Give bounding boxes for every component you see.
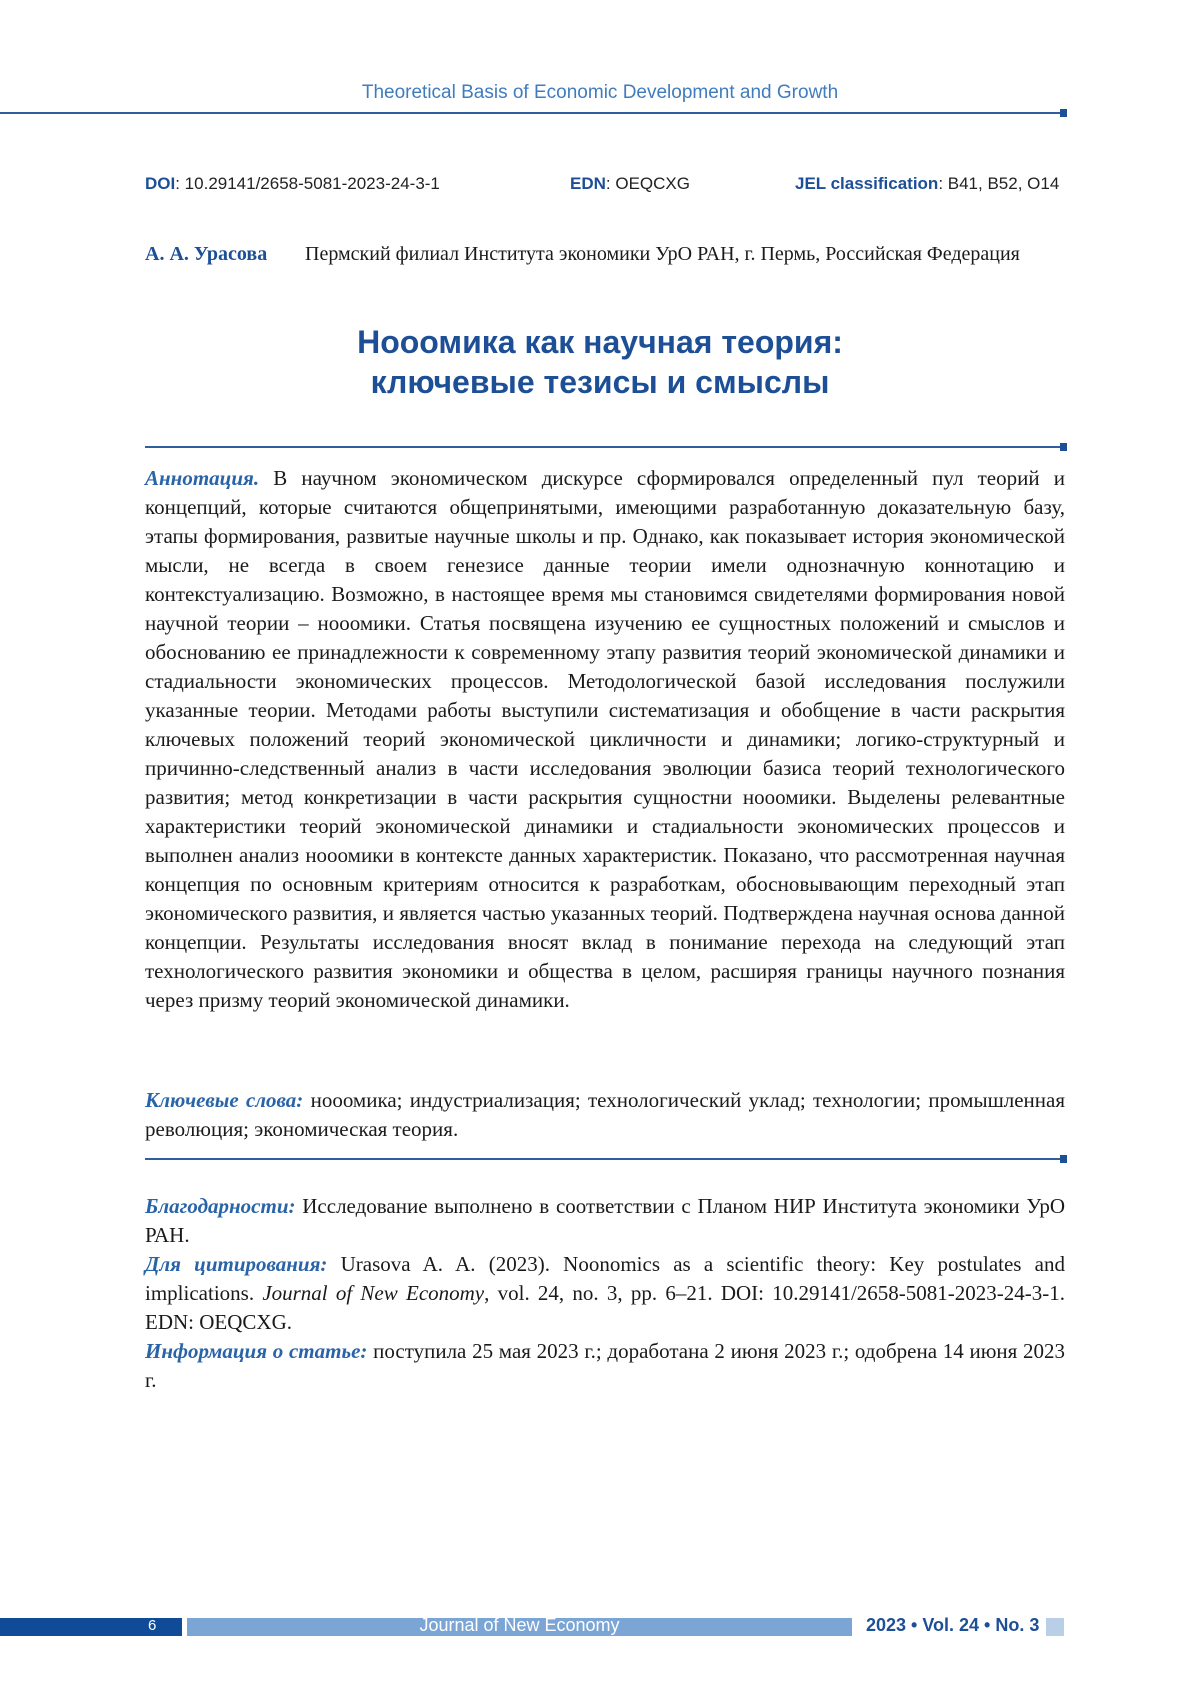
footer-right-block (1046, 1618, 1064, 1636)
article-title-line-1: Нооомика как научная теория: (0, 322, 1200, 362)
doi-label: DOI (145, 174, 175, 193)
page-footer (0, 1614, 1200, 1636)
keywords (145, 1086, 1065, 1144)
abstract (145, 464, 1065, 1015)
abstract-label: Аннотация. (145, 466, 259, 490)
acknowledgments-text: Исследование выполнено в соответствии с Планом НИР Института экономики УрО РАН. (145, 1194, 1065, 1247)
doi[interactable] (145, 174, 440, 194)
edn-label: EDN (570, 174, 606, 193)
article-info-text: поступила 25 мая 2023 г.; доработана 2 июня 2023 г.; одобрена 14 июня 2023 г. (145, 1339, 1065, 1392)
article-title (0, 322, 1200, 402)
article-info-label: Информация о статье: (145, 1339, 367, 1363)
acknowledgments-label: Благодарности: (145, 1194, 296, 1218)
citation (145, 1250, 1065, 1337)
divider-end-marker (1060, 443, 1067, 451)
citation-details: , vol. 24, no. 3, pp. 6–21. DOI: 10.29141/2658-5081-2023-24-3-1. EDN: OEQCXG. (145, 1281, 1065, 1334)
edn (570, 174, 690, 194)
keywords-text: нооомика; индустриализация; технологический уклад; технологии; промышленная революция; экономическая теория. (145, 1088, 1065, 1141)
abstract-text: В научном экономическом дискурсе сформировался определенный пул теорий и концепций, которые считаются общепринятыми, имеющими разработанную доказательную базу, этапы формирования, развитые научные школы и пр. Однако, как показывает история экономической мысли, не всегда в своем генезисе данные теории имели однозначную коннотацию и контекстуализацию. Возможно, в настоящее время мы становимся свидетелями формирования новой научной теории – нооомики. Статья посвящена изучению ее сущностных положений и смыслов и обоснованию ее принадлежности к современному этапу развития теорий экономической динамики и стадиальности экономических процессов. Методологической базой исследования послужили указанные теории. Методами работы выступили систематизация и обобщение в части раскрытия ключевых положений теорий экономической цикличности и динамики; логико-структурный и причинно-следственный анализ в части исследования эволюции базиса теорий технологического развития; метод конкретизации в части раскрытия сущностни нооомики. Выделены релевантные характеристики теорий экономической динамики и стадиальности экономических процессов и выполнен анализ нооомики в контексте данных характеристик. Показано, что рассмотренная научная концепция по основным критериям относится к разработкам, обосновывающим переходный этап экономического развития, и является частью указанных теорий. Подтверждена научная основа данной концепции. Результаты исследования вносят вклад в понимание перехода на следующий этап технологического развития экономики и общества в целом, расширяя границы научного познания через призму теорий экономической динамики. (145, 466, 1065, 1012)
article-info (145, 1337, 1065, 1395)
divider-end-marker (1060, 109, 1067, 117)
abstract-bottom-divider (145, 1158, 1065, 1160)
abstract-top-divider (145, 446, 1065, 448)
running-header-title: Theoretical Basis of Economic Development and Growth (0, 82, 1200, 104)
divider-end-marker (1060, 1155, 1067, 1163)
keywords-label: Ключевые слова: (145, 1088, 303, 1112)
header-divider (0, 112, 1065, 114)
jel-value: : B41, B52, O14 (938, 174, 1059, 193)
page-number: 6 (148, 1617, 156, 1634)
article-title-line-2: ключевые тезисы и смыслы (0, 362, 1200, 402)
author-affiliation: Пермский филиал Института экономики УрО РАН, г. Пермь, Российская Федерация (305, 240, 1065, 268)
doi-value: : 10.29141/2658-5081-2023-24-3-1 (175, 174, 440, 193)
footer-issue: 2023 • Vol. 24 • No. 3 (866, 1615, 1039, 1636)
footer-journal-name: Journal of New Economy (187, 1615, 852, 1636)
citation-text: Urasova A. A. (2023). Noonomics as a scientific theory: Key postulates and implications. (145, 1252, 1065, 1305)
jel-label: JEL classification (795, 174, 938, 193)
author-name: А. А. Урасова (145, 240, 267, 268)
acknowledgments (145, 1192, 1065, 1250)
jel-classification (795, 174, 1059, 194)
edn-value: : OEQCXG (606, 174, 690, 193)
citation-journal: Journal of New Economy (262, 1281, 484, 1305)
citation-label: Для цитирования: (145, 1252, 327, 1276)
